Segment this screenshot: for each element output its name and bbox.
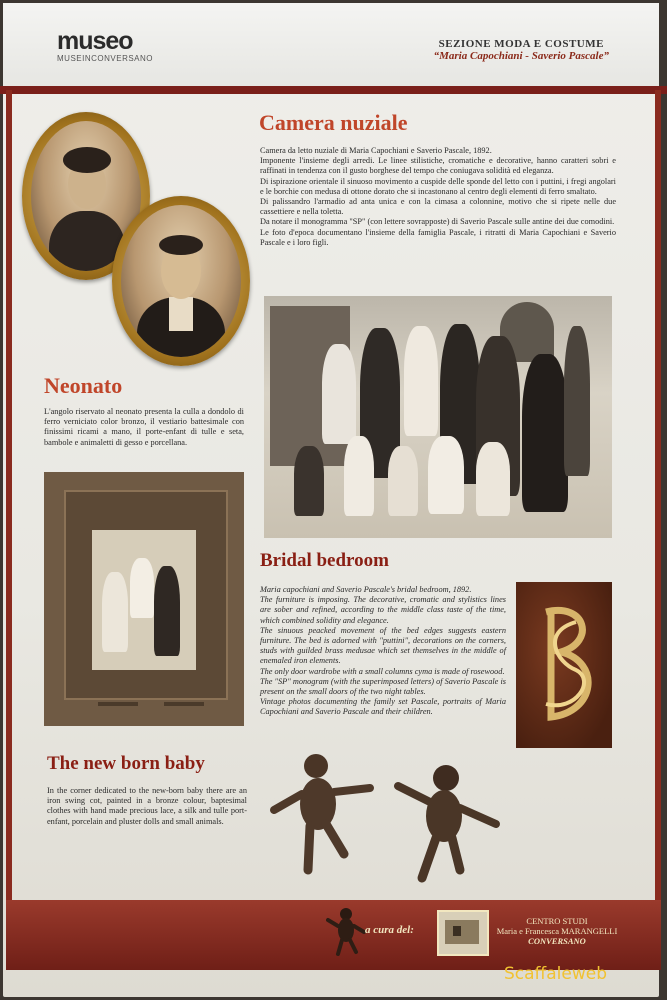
- centro-line1: CENTRO STUDI: [526, 916, 588, 926]
- new-born-baby-text: In the corner dedicated to the new-born baby there are an iron swing cot, painted in a bronze colour, baptesimal clothes with hand made precious lace, a silk and tulle port-enfant, porcelain and pluster dolls and small animals.: [47, 786, 247, 826]
- sp-monogram-icon: [516, 582, 612, 748]
- portrait-saverio: [112, 196, 250, 366]
- camera-paragraph: Di ispirazione orientale il sinuoso movimento a cuspide delle sponde del letto con i puttini, i fregi angolari e le borchie con medusa di ottone dorato che si incastonano al centro degli elementi di ferro smaltato.: [260, 176, 616, 196]
- baby-photo: [44, 472, 244, 726]
- putto-footer-icon: [326, 906, 366, 956]
- bridal-paragraph: The furniture is imposing. The decorative, cromatic and stylistics lines are sober and refined, according to the middle class taste of the time, which combined solidity and elegance.: [260, 595, 506, 625]
- camera-paragraph: Le foto d'epoca documentano l'insieme della famiglia Pascale, i ritratti di Maria Capochiani e Saverio Pascale e i loro figli.: [260, 227, 616, 247]
- logo-main: museo: [57, 27, 133, 55]
- bridal-bedroom-title: Bridal bedroom: [260, 550, 389, 571]
- camera-nuziale-title: Camera nuziale: [259, 110, 408, 135]
- putto-left-icon: [268, 752, 382, 884]
- monogram-photo: [516, 582, 612, 748]
- bridal-paragraph: The only door wardrobe with a small columns cyma is made of rosewood.: [260, 666, 505, 676]
- camera-paragraph: Imponente l'insieme degli arredi. Le linee stilistiche, cromatiche e decorative, hanno caratteri sobri e raffinati in tendenza con il gusto borghese del tempo che coniugava solidità ed eleganza.: [260, 156, 616, 176]
- new-born-baby-title: The new born baby: [47, 753, 205, 774]
- bridal-bedroom-text: [260, 585, 506, 718]
- centro-studi-logo: [437, 910, 489, 956]
- camera-paragraph: Camera da letto nuziale di Maria Capochiani e Saverio Pascale, 1892.: [260, 146, 492, 155]
- museum-logo: [57, 27, 154, 63]
- section-subtitle: “Maria Capochiani - Saverio Pascale”: [433, 50, 609, 62]
- logo-sub: MUSEINCONVERSANO: [57, 54, 154, 63]
- a-cura-label: a cura del:: [365, 924, 414, 936]
- centro-line3: CONVERSANO: [528, 936, 586, 946]
- top-rail: [0, 86, 667, 94]
- neonato-text: L'angolo riservato al neonato presenta la culla a dondolo di ferro verniciato color bronzo, il vestiario battesimale con finissimi ricami a mano, il porte-enfant di tulle e seta, bambole e animaletti di gesso e porcellana.: [44, 407, 244, 447]
- bridal-paragraph: The "SP" monogram (with the superimposed letters) of Saverio Pascale is present on the small doors of the two night tables.: [260, 676, 506, 697]
- centro-line2: Maria e Francesca MARANGELLI: [496, 926, 618, 936]
- section-title: SEZIONE MODA E COSTUME: [438, 38, 604, 50]
- bridal-paragraph: Maria capochiani and Saverio Pascale's bridal bedroom, 1892.: [260, 585, 472, 594]
- family-photo: [264, 296, 612, 538]
- centro-studi: [492, 916, 622, 946]
- section-heading: [434, 38, 609, 62]
- camera-nuziale-text: [260, 146, 616, 248]
- camera-paragraph: Da notare il monogramma "SP" (con lettere sovrapposte) di Saverio Pascale sulle antine dei due comodini.: [260, 217, 615, 227]
- watermark: Scaffaleweb: [504, 964, 608, 984]
- bridal-paragraph: The sinuous peacked movement of the bed edges suggests eastern furniture. The bed is adorned with "puttini", decorations on the corners, studs with guilded brass medusae which set themselves in the middle of enemaled iron elements.: [260, 625, 506, 666]
- left-frame: [6, 90, 12, 900]
- camera-paragraph: Di palissandro l'armadio ad anta unica e con la cimasa a colonnine, motivo che si ripete nelle due cassettiere e nella toletta.: [260, 197, 616, 217]
- bridal-paragraph: Vintage photos documenting the family set Pascale, portraits of Maria Capochiani and Saverio Pascale and their children.: [260, 697, 506, 717]
- putto-right-icon: [392, 762, 504, 888]
- right-frame: [655, 90, 661, 900]
- neonato-title: Neonato: [44, 373, 123, 398]
